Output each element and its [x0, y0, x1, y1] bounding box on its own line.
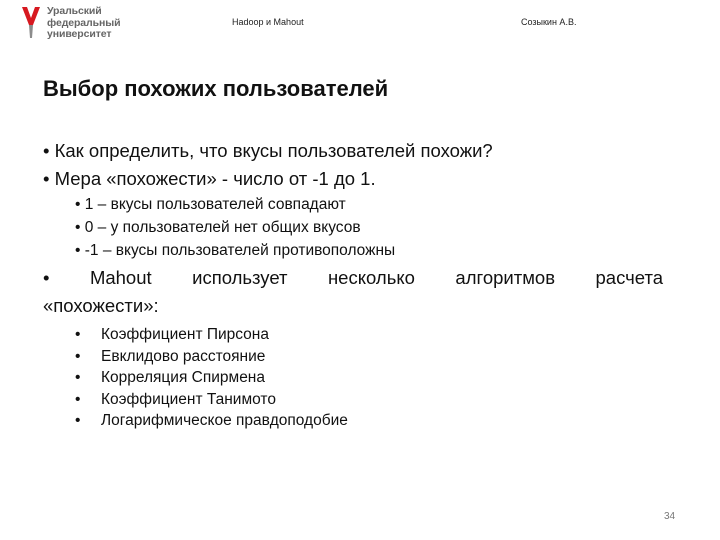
- header-author: Созыкин А.В.: [521, 17, 577, 27]
- bullet-how-to-define: • Как определить, что вкусы пользователей похожи?: [43, 140, 493, 161]
- algorithms-list: [43, 324, 663, 432]
- slide-content: [43, 137, 663, 432]
- algorithm-item-tanimoto: • Коэффициент Танимото: [43, 389, 663, 411]
- bullet-similarity-measure: • Мера «похожести» - число от -1 до 1.: [43, 168, 376, 189]
- logo-text: [47, 6, 127, 41]
- slide-title: Выбор похожих пользователей: [43, 76, 389, 101]
- sub-bullet-0: • 0 – у пользователей нет общих вкусов: [75, 219, 361, 236]
- algorithm-item-pearson: • Коэффициент Пирсона: [43, 324, 663, 346]
- list-bullet: •: [75, 369, 81, 386]
- logo-line-2: федеральный: [47, 16, 121, 29]
- list-bullet: •: [75, 326, 81, 343]
- bullet-mahout-continuation: «похожести»:: [43, 295, 159, 316]
- list-bullet: •: [75, 390, 81, 408]
- header-topic: Hadoop и Mahout: [232, 17, 304, 27]
- logo-line-3: университет: [47, 28, 112, 40]
- sub-bullet-1: • 1 – вкусы пользователей совпадают: [75, 196, 346, 213]
- university-logo: [20, 5, 120, 41]
- bullet-mahout-algorithms: • Mahout использует несколько алгоритмов расчета: [43, 267, 663, 288]
- list-bullet: •: [75, 412, 81, 429]
- logo-line-1: Уральский: [47, 5, 102, 17]
- ural-university-emblem-icon: [20, 5, 42, 39]
- list-bullet: •: [75, 347, 81, 365]
- sub-bullet-minus-1: • -1 – вкусы пользователей противоположны: [75, 242, 396, 259]
- page-number: 34: [664, 511, 676, 522]
- algorithm-item-euclidean: • Евклидово расстояние: [43, 346, 663, 368]
- algorithm-item-log-likelihood: • Логарифмическое правдоподобие: [43, 410, 663, 432]
- algorithm-item-spearman: • Корреляция Спирмена: [43, 367, 663, 389]
